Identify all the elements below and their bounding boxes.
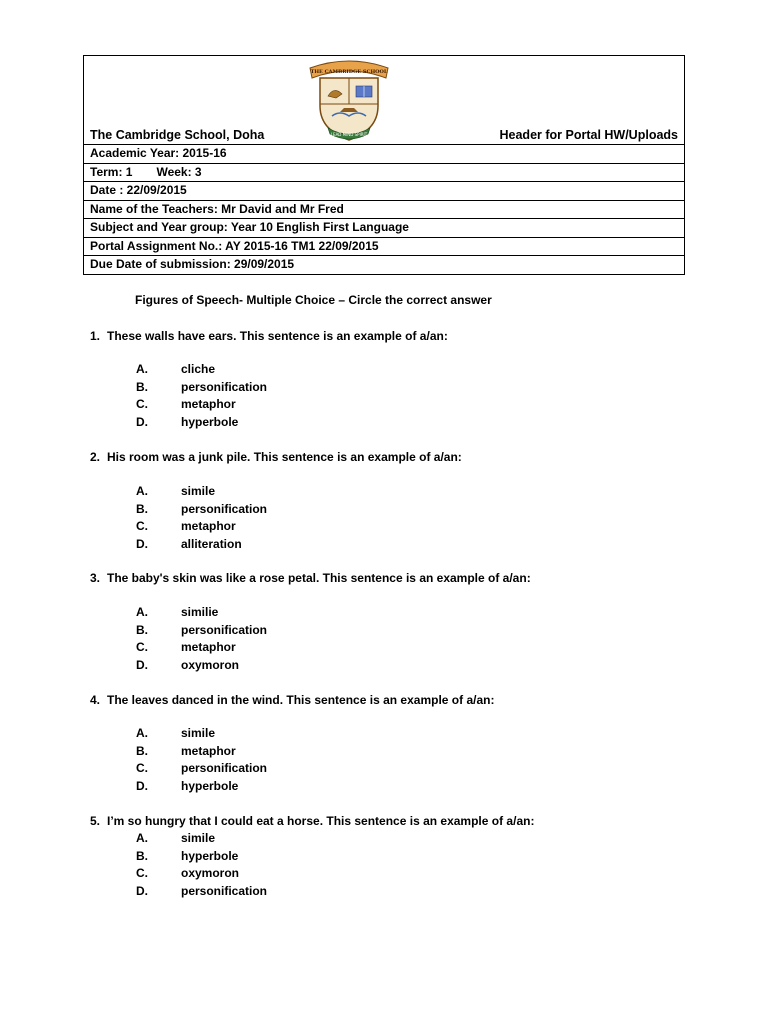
question-3: 3. The baby's skin was like a rose petal. This sentence is an example of a/an: [90, 571, 531, 585]
question-2-option-d[interactable]: D. alliteration [136, 536, 242, 551]
subject-row: Subject and Year group: Year 10 English First Language [84, 219, 684, 238]
logo-text-top: THE CAMBRIDGE SCHOOL [310, 69, 388, 75]
question-4-option-b[interactable]: B. metaphor [136, 743, 236, 758]
week-label: Week: 3 [156, 164, 202, 179]
question-2-option-a[interactable]: A. simile [136, 484, 216, 498]
term-label: Term: 1 [90, 164, 133, 179]
logo-text-bottom: LEAD MIND SPIRIT [330, 132, 368, 137]
question-1-option-b[interactable]: B. personification [136, 379, 268, 394]
school-crest-logo [306, 56, 392, 142]
question-4: 4. The leaves danced in the wind. This sentence is an example of a/an: [90, 693, 495, 707]
question-3-option-d[interactable]: D. oxymoron [136, 657, 240, 672]
question-2-option-c[interactable]: C. metaphor [136, 519, 236, 533]
question-1-option-d[interactable]: D. hyperbole [136, 414, 239, 429]
question-3-option-a[interactable]: A. similie [136, 605, 219, 619]
header-table [83, 55, 685, 275]
logo-row [84, 56, 684, 145]
question-5-option-d[interactable]: D. personification [136, 883, 268, 898]
question-4-option-c[interactable]: C. personification [136, 761, 268, 775]
due-date-row: Due Date of submission: 29/09/2015 [90, 257, 295, 271]
portal-header-label: Header for Portal HW/Uploads [499, 128, 678, 142]
question-3-option-c[interactable]: C. metaphor [136, 640, 236, 654]
term-week-row [84, 164, 684, 183]
question-2: 2. His room was a junk pile. This sentence is an example of a/an: [90, 450, 462, 464]
date-row: Date : 22/09/2015 [84, 182, 684, 201]
school-name: The Cambridge School, Doha [90, 128, 265, 142]
question-1-option-a[interactable]: A. cliche [136, 362, 216, 376]
teachers-row: Name of the Teachers: Mr David and Mr Fred [84, 201, 684, 220]
academic-year-row: Academic Year: 2015-16 [84, 145, 684, 164]
question-1: 1. These walls have ears. This sentence is an example of a/an: [90, 329, 448, 343]
question-3-option-b[interactable]: B. personification [136, 622, 268, 637]
quiz-title: Figures of Speech- Multiple Choice – Circle the correct answer [135, 293, 492, 307]
question-5-option-a[interactable]: A. simile [136, 831, 216, 845]
question-2-option-b[interactable]: B. personification [136, 501, 268, 516]
question-5-option-c[interactable]: C. oxymoron [136, 866, 240, 880]
question-5-option-b[interactable]: B. hyperbole [136, 848, 239, 863]
question-4-option-d[interactable]: D. hyperbole [136, 778, 239, 793]
assignment-row: Portal Assignment No.: AY 2015-16 TM1 22/09/2015 [84, 238, 684, 257]
question-4-option-a[interactable]: A. simile [136, 726, 216, 740]
question-5: 5. I’m so hungry that I could eat a horse. This sentence is an example of a/an: [90, 814, 535, 828]
question-1-option-c[interactable]: C. metaphor [136, 397, 236, 411]
